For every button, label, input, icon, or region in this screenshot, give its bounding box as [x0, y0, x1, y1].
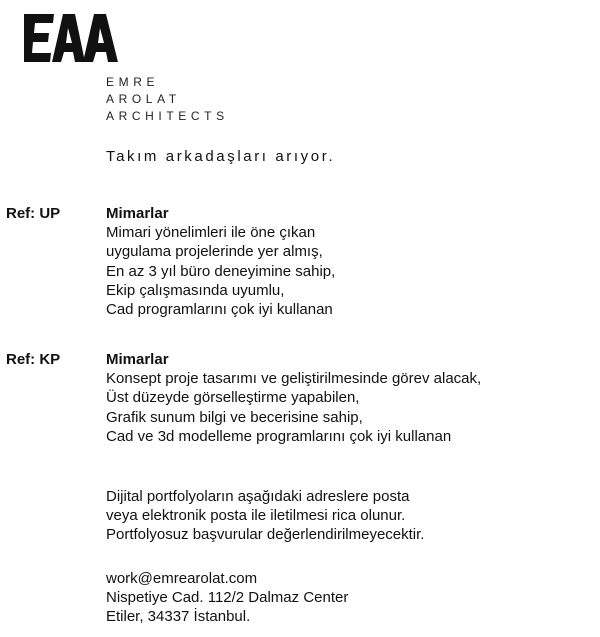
contact-info — [106, 569, 348, 627]
firm-name-line: ARCHITECTS — [106, 109, 229, 123]
job-requirement: Üst düzeyde görselleştirme yapabilen, — [106, 389, 360, 407]
firm-name-line: AROLAT — [106, 92, 181, 106]
job-requirement: Cad programlarını çok iyi kullanan — [106, 301, 333, 319]
job-description — [106, 350, 481, 446]
job-ref: Ref: KP — [6, 351, 61, 368]
tagline: Takım arkadaşları arıyor. — [106, 148, 336, 165]
portfolio-note-line: Dijital portfolyoların aşağıdaki adreslere posta — [106, 488, 410, 505]
job-description — [106, 204, 335, 319]
job-requirement: Konsept proje tasarımı ve geliştirilmesinde görev alacak, — [106, 370, 482, 388]
firm-name — [106, 74, 229, 125]
job-requirement: Grafik sunum bilgi ve becerisine sahip, — [106, 408, 363, 426]
portfolio-note-line: Portfolyosuz başvurular değerlendirilmeyecektir. — [106, 526, 425, 544]
job-title: Mimarlar — [106, 205, 169, 222]
job-title: Mimarlar — [106, 351, 169, 368]
job-requirement: uygulama projelerinde yer almış, — [106, 243, 323, 261]
portfolio-note — [106, 487, 424, 545]
firm-name-line: EMRE — [106, 75, 160, 89]
job-requirement: Cad ve 3d modelleme programlarını çok iyi kullanan — [106, 427, 452, 445]
contact-email[interactable]: work@emrearolat.com — [106, 570, 258, 587]
job-ref: Ref: UP — [6, 205, 61, 222]
job-requirement: En az 3 yıl büro deneyimine sahip, — [106, 262, 336, 280]
contact-address-line: Nispetiye Cad. 112/2 Dalmaz Center — [106, 589, 349, 607]
job-requirement: Mimari yönelimleri ile öne çıkan — [106, 224, 316, 242]
portfolio-note-line: veya elektronik posta ile iletilmesi rica olunur. — [106, 507, 406, 525]
job-requirement: Ekip çalışmasında uyumlu, — [106, 281, 285, 299]
contact-address-line: Etiler, 34337 İstanbul. — [106, 608, 251, 626]
eaa-logo — [24, 14, 120, 62]
